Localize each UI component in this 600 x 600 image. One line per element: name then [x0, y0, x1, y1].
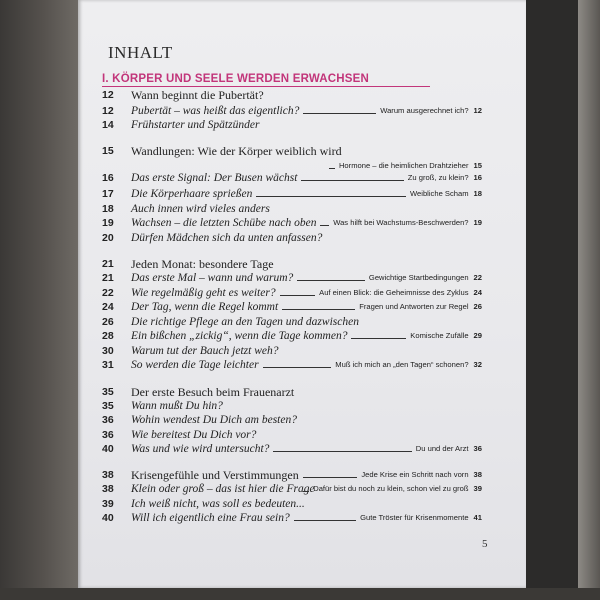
- page-number: 5: [482, 538, 488, 550]
- toc-entry-page: 22: [102, 287, 114, 299]
- toc-entry: [102, 270, 482, 286]
- toc-entry: [102, 357, 482, 373]
- toc-entry: [102, 328, 482, 344]
- toc-entry-title: Wann beginnt die Pubertät?: [131, 88, 264, 102]
- toc-side-topic-text: Warum ausgerechnet ich?: [380, 106, 469, 115]
- toc-entry-title: Auch innen wird vieles anders: [131, 203, 270, 215]
- toc-side-topic-text: Weibliche Scham: [410, 189, 469, 198]
- toc-entry: [102, 230, 482, 246]
- toc-entry-title: Klein oder groß – das ist hier die Frage: [131, 483, 315, 495]
- toc-side-topic-page: 32: [473, 360, 482, 369]
- toc-side-topic: [416, 441, 482, 457]
- toc-entry-title: So werden die Tage leichter: [131, 359, 259, 371]
- toc-leader-line: [297, 280, 365, 281]
- toc-entry-page: 18: [102, 203, 114, 215]
- toc-side-topic-text: Dafür bist du noch zu klein, schon viel zu groß: [313, 484, 469, 493]
- toc-entry-title: Pubertät – was heißt das eigentlich?: [131, 105, 300, 117]
- toc-entry-title: Ein bißchen „zickig“, wenn die Tage kommen?: [131, 330, 348, 342]
- toc-leader-line: [351, 338, 406, 339]
- toc-entry-title: Was und wie wird untersucht?: [131, 443, 270, 455]
- toc-side-topic-text: Jede Krise ein Schritt nach vorn: [361, 470, 469, 479]
- toc-entry-title: Die Körperhaare sprießen: [131, 188, 253, 200]
- toc-leader-line: [320, 225, 329, 226]
- toc-entry-page: 12: [102, 105, 114, 117]
- toc-entry-title: Das erste Signal: Der Busen wächst: [131, 172, 298, 184]
- toc-side-topic: [408, 170, 482, 186]
- toc-side-topic-text: Komische Zufälle: [410, 331, 469, 340]
- toc-side-topic-text: Hormone – die heimlichen Drahtzieher: [338, 161, 469, 170]
- toc-entry-title: Wie bereitest Du Dich vor?: [131, 429, 257, 441]
- toc-side-topic-page: 18: [473, 189, 482, 198]
- toc-side-topic: [313, 481, 482, 497]
- toc-entry-title: Wandlungen: Wie der Körper weiblich wird: [131, 144, 342, 158]
- toc-entry-page: 39: [102, 498, 114, 510]
- toc-entry-title: Wohin wendest Du Dich am besten?: [131, 414, 297, 426]
- toc-side-topic-page: 26: [473, 302, 482, 311]
- toc-side-topic: [410, 186, 482, 202]
- toc-entry-page: 28: [102, 330, 114, 342]
- toc-entry-title: Krisengefühle und Verstimmungen: [131, 468, 299, 482]
- toc-side-topic-page: 19: [473, 218, 482, 227]
- toc-leader-line: [256, 196, 406, 197]
- toc-entry: [102, 186, 482, 202]
- toc-entry-page: 35: [102, 400, 114, 412]
- toc-entry-page: 31: [102, 359, 114, 371]
- toc-entry-title: Der erste Besuch beim Frauenarzt: [131, 385, 295, 399]
- toc-leader-line: [303, 491, 309, 492]
- toc-entry-page: 17: [102, 188, 114, 200]
- toc-side-topic-page: 29: [473, 331, 482, 340]
- toc-entry: [102, 481, 482, 497]
- toc-entry-page: 35: [102, 386, 114, 398]
- toc-entry-page: 40: [102, 443, 114, 455]
- toc-entry-page: 14: [102, 119, 114, 131]
- toc-entry-page: 21: [102, 272, 114, 284]
- toc-side-topic-page: 12: [473, 106, 482, 115]
- toc-entry-page: 24: [102, 301, 114, 313]
- toc-leader-line: [282, 309, 355, 310]
- toc-side-topic-text: Fragen und Antworten zur Regel: [359, 302, 469, 311]
- toc-entry: [102, 143, 482, 159]
- toc-leader-line: [301, 180, 404, 181]
- toc-entry: [102, 215, 482, 231]
- toc-entry-title: Wachsen – die letzten Schübe nach oben: [131, 217, 317, 229]
- toc-leader-line: [294, 520, 356, 521]
- toc-side-topic-text: Was hilft bei Wachstums-Beschwerden?: [333, 218, 469, 227]
- toc-entry: [102, 441, 482, 457]
- toc-side-topic-text: Du und der Arzt: [415, 444, 469, 453]
- toc-side-topic: [359, 299, 482, 315]
- toc-entry: [102, 412, 482, 428]
- toc-leader-line: [329, 168, 335, 169]
- chapter-heading: I. KÖRPER UND SEELE WERDEN ERWACHSEN: [102, 73, 370, 85]
- toc-entry-page: 12: [102, 89, 114, 101]
- toc-side-topic: [335, 357, 482, 373]
- toc-entry: [102, 299, 482, 315]
- toc-entry-page: 26: [102, 316, 114, 328]
- toc-entry: [102, 87, 482, 103]
- toc-leader-line: [280, 295, 315, 296]
- toc-entry-page: 38: [102, 483, 114, 495]
- toc-side-topic-page: 16: [473, 173, 482, 182]
- toc-side-topic-page: 38: [473, 470, 482, 479]
- toc-leader-line: [303, 113, 376, 114]
- toc-entry-title: Der Tag, wenn die Regel kommt: [131, 301, 279, 313]
- toc-side-topic-text: Auf einen Blick: die Geheimnisse des Zyklus: [319, 288, 469, 297]
- toc-side-topic-text: Zu groß, zu klein?: [407, 173, 469, 182]
- toc-side-topic-text: Gute Tröster für Krisenmomente: [360, 513, 469, 522]
- toc-entry-page: 40: [102, 512, 114, 524]
- toc-leader-line: [263, 367, 331, 368]
- toc-side-topic-page: 39: [473, 484, 482, 493]
- toc-side-topic-page: 36: [473, 444, 482, 453]
- book-page: [78, 0, 526, 588]
- toc-side-topic: [410, 328, 482, 344]
- toc-entry-title: Ich weiß nicht, was soll es bedeuten...: [131, 498, 305, 510]
- toc-entry-page: 19: [102, 217, 114, 229]
- toc-entry-page: 38: [102, 469, 114, 481]
- toc-entry-page: 15: [102, 145, 114, 157]
- page-edge-right: [578, 0, 600, 600]
- toc-entry-title: Die richtige Pflege an den Tagen und dazwischen: [131, 316, 359, 328]
- page-edge-bottom: [0, 588, 600, 600]
- toc-side-topic-text: Gewichtige Startbedingungen: [368, 273, 469, 282]
- toc-entry: [102, 117, 482, 133]
- toc-side-topic: [333, 215, 482, 231]
- toc-side-topic-page: 15: [473, 161, 482, 170]
- toc-side-topic-page: 41: [473, 513, 482, 522]
- toc-entry-page: 30: [102, 345, 114, 357]
- toc-entry-title: Warum tut der Bauch jetzt weh?: [131, 345, 279, 357]
- book-binding-shadow: [0, 0, 78, 600]
- toc-entry-title: Jeden Monat: besondere Tage: [131, 257, 274, 271]
- toc-entry-page: 21: [102, 258, 114, 270]
- toc-side-topic-text: Muß ich mich an „den Tagen“ schonen?: [335, 360, 469, 369]
- toc-side-topic-page: 22: [473, 273, 482, 282]
- toc-entry-page: 36: [102, 414, 114, 426]
- toc-heading: INHALT: [108, 43, 173, 62]
- toc-entry-page: 36: [102, 429, 114, 441]
- toc-leader-line: [273, 451, 412, 452]
- toc-entry-title: Frühstarter und Spätzünder: [131, 119, 260, 131]
- toc-entry-title: Wie regelmäßig geht es weiter?: [131, 287, 276, 299]
- toc-side-topic: [360, 510, 482, 526]
- toc-entry-title: Will ich eigentlich eine Frau sein?: [131, 512, 290, 524]
- toc-entry-title: Dürfen Mädchen sich da unten anfassen?: [131, 232, 323, 244]
- toc-entry-page: 20: [102, 232, 114, 244]
- toc-side-topic: [369, 270, 482, 286]
- toc-entry-title: Das erste Mal – wann und warum?: [131, 272, 294, 284]
- toc-side-topic-page: 24: [473, 288, 482, 297]
- toc-entry-page: 16: [102, 172, 114, 184]
- toc-entry-title: Wann mußt Du hin?: [131, 400, 223, 412]
- toc-entry: [102, 170, 482, 186]
- toc-leader-line: [303, 477, 357, 478]
- toc-entry: [102, 510, 482, 526]
